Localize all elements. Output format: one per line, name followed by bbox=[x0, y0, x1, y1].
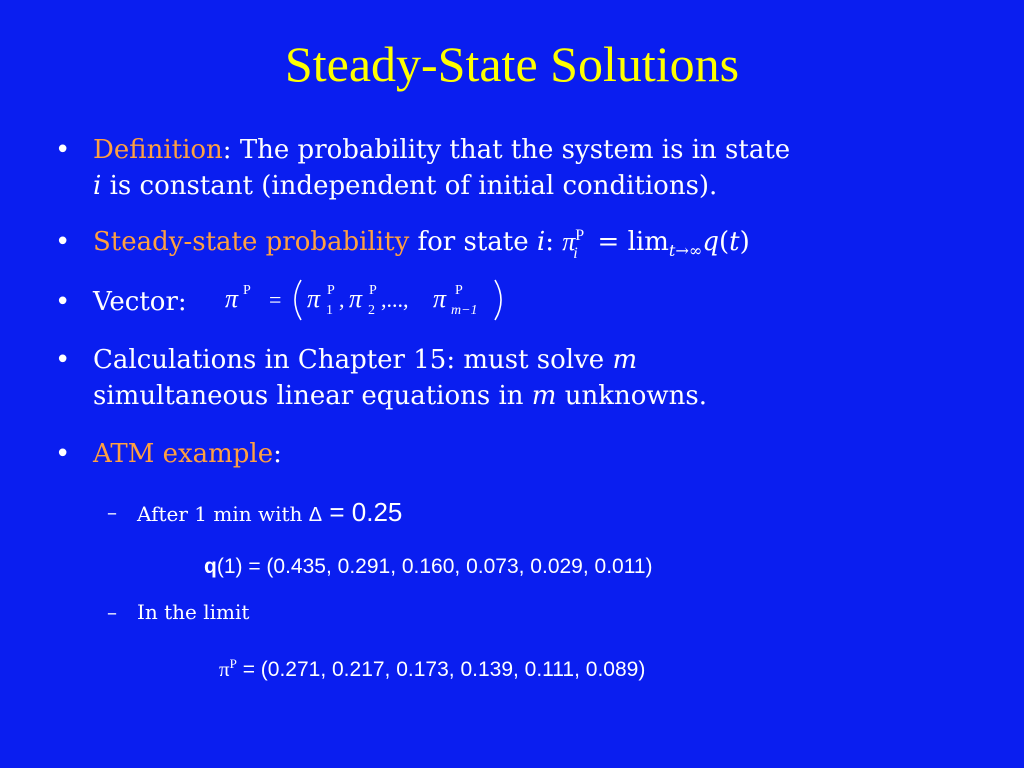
sub-item-text bbox=[137, 498, 402, 529]
steady-state-colon: : bbox=[545, 227, 554, 257]
steady-state-text: for state bbox=[409, 227, 537, 257]
vector-formula bbox=[223, 274, 523, 326]
pi-2-sub: 2 bbox=[368, 303, 375, 318]
bullet-symbol: • bbox=[55, 135, 71, 165]
bullet-symbol: • bbox=[55, 439, 71, 469]
vector-pi-sup: P bbox=[243, 283, 251, 298]
vector-pi: π bbox=[225, 284, 239, 313]
q-paren-open: ( bbox=[718, 227, 730, 257]
q-arg: t bbox=[729, 227, 740, 257]
definition-text-line1: : The probability that the system is in state bbox=[222, 135, 791, 165]
definition-text-line2: is constant (independent of initial conditions). bbox=[101, 171, 718, 201]
lim-subscript: t→∞ bbox=[668, 241, 703, 261]
q-bold: q bbox=[204, 555, 217, 578]
ellipsis: ,..., bbox=[381, 287, 409, 312]
pi-limit-symbol: π bbox=[219, 657, 230, 681]
left-paren bbox=[295, 280, 301, 320]
delta-symbol: Δ bbox=[308, 504, 323, 526]
definition-label: Definition bbox=[93, 135, 223, 165]
sub-item-dash: – bbox=[107, 600, 117, 624]
pi-limit-sup: P bbox=[229, 656, 237, 671]
slide-title: Steady-State Solutions bbox=[284, 36, 740, 92]
lim-text: = lim bbox=[589, 227, 669, 257]
steady-state-var-i: i bbox=[536, 227, 546, 257]
calc-text-2: simultaneous linear equations in bbox=[93, 381, 532, 411]
vector-equals: = bbox=[269, 287, 282, 312]
bullet-text bbox=[93, 342, 993, 414]
pi-subscript: i bbox=[573, 245, 578, 262]
pi-2-sup: P bbox=[369, 283, 377, 298]
steady-state-label: Steady-state probability bbox=[93, 227, 410, 257]
bullet-symbol: • bbox=[55, 287, 71, 317]
pi-symbol: π bbox=[562, 227, 576, 256]
bullet-symbol: • bbox=[55, 345, 71, 375]
definition-var-i: i bbox=[93, 171, 102, 201]
sub-item-dash: – bbox=[107, 500, 117, 524]
pi-limit-values: = (0.271, 0.217, 0.173, 0.139, 0.111, 0.089) bbox=[236, 658, 646, 681]
pi-1-sub: 1 bbox=[326, 303, 333, 318]
bullet-symbol: • bbox=[55, 227, 71, 257]
calc-text-3: unknowns. bbox=[556, 381, 707, 411]
comma-1: , bbox=[339, 287, 345, 312]
q1-values: (1) = (0.435, 0.291, 0.160, 0.073, 0.029, 0.011) bbox=[216, 555, 653, 578]
calc-var-m: m bbox=[612, 345, 638, 375]
pi-m: π bbox=[433, 284, 447, 313]
pi-superscript: P bbox=[575, 227, 585, 244]
sub-item-text: In the limit bbox=[137, 600, 250, 624]
pi-m-sub: m−1 bbox=[451, 303, 478, 318]
pi-2: π bbox=[349, 284, 363, 313]
vector-label: Vector: bbox=[93, 287, 187, 317]
pi-1-sup: P bbox=[327, 283, 335, 298]
q-func: q bbox=[702, 227, 719, 257]
pi-m-sup: P bbox=[455, 283, 463, 298]
pi-1: π bbox=[307, 284, 321, 313]
right-paren bbox=[495, 280, 501, 320]
calc-var-m-2: m bbox=[531, 381, 557, 411]
calc-text-1: Calculations in Chapter 15: must solve bbox=[93, 345, 613, 375]
bullet-text bbox=[93, 436, 993, 472]
pi-limit-formula bbox=[219, 650, 645, 684]
delta-value: = 0.25 bbox=[322, 497, 403, 527]
atm-colon: : bbox=[273, 439, 282, 469]
after-text: After 1 min with bbox=[137, 502, 309, 526]
q1-formula bbox=[204, 553, 653, 581]
bullet-text bbox=[93, 132, 993, 204]
bullet-text bbox=[93, 224, 993, 269]
atm-label: ATM example bbox=[93, 439, 274, 469]
q-paren-close: ) bbox=[739, 227, 750, 257]
